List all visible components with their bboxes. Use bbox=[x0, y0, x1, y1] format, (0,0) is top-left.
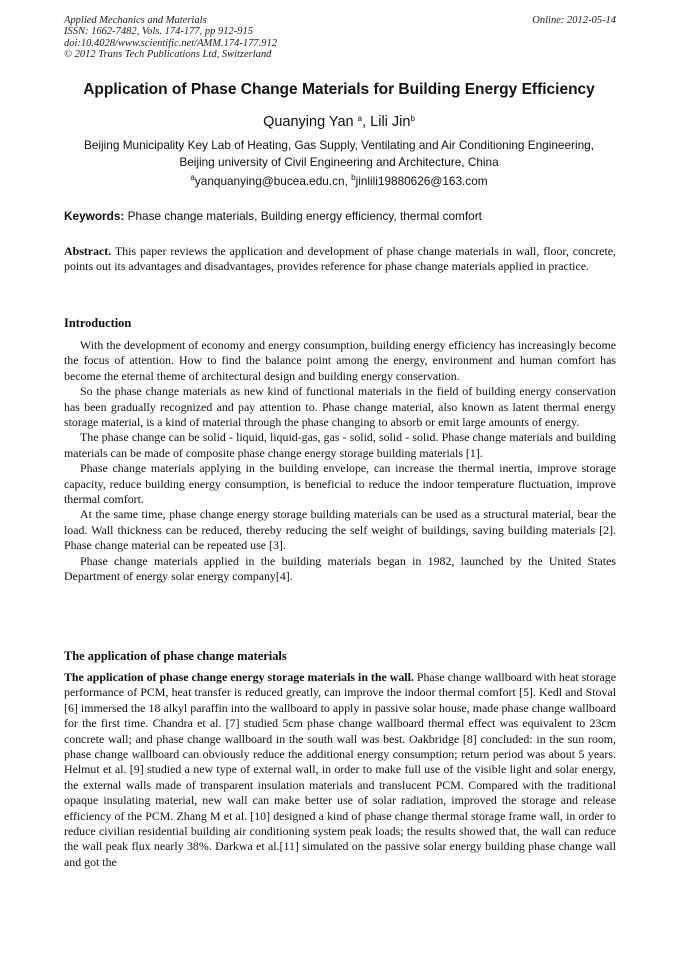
introduction-body bbox=[64, 338, 616, 585]
journal-copyright: © 2012 Trans Tech Publications Ltd, Switzerland bbox=[64, 48, 272, 60]
keywords bbox=[64, 208, 616, 224]
keywords-label: Keywords: bbox=[64, 209, 125, 223]
paragraph bbox=[64, 670, 616, 870]
affiliation-line: Beijing Municipality Key Lab of Heating, Gas Supply, Ventilating and Air Conditioning Engineering, bbox=[84, 138, 594, 152]
journal-issn: ISSN: 1662-7482, Vols. 174-177, pp 912-915 bbox=[64, 26, 253, 38]
paragraph: Phase change materials applied in the building materials began in 1982, launched by the United States Department of energy solar energy company[4]. bbox=[64, 553, 616, 584]
paragraph: So the phase change materials as new kind of functional materials in the field of building energy conservation has been gradually recognized and pay attention to. Phase change material, also known as latent thermal energy storage material, is a kind of material through the phase changing to absorb or emit large amounts of energy. bbox=[64, 384, 616, 430]
application-body bbox=[64, 670, 616, 870]
paragraph: The phase change can be solid - liquid, liquid-gas, gas - solid, solid - solid. Phase change materials and building materials can be made of composite phase change energy storage building materials [1]. bbox=[64, 430, 616, 460]
paragraph: With the development of economy and energy consumption, building energy efficiency has increasingly become the focus of attention. How to find the balance point among the energy, environment and human comfort has become the eternal theme of architectural design and building energy conservation. bbox=[64, 338, 616, 383]
author-superscript: a bbox=[357, 114, 363, 123]
author-separator: , bbox=[362, 114, 371, 130]
author-name: Quanying Yan bbox=[263, 114, 354, 130]
email-address: yanquanying@bucea.edu.cn, bbox=[194, 174, 352, 188]
author-emails bbox=[40, 173, 638, 189]
email-address: jinlili19880626@163.com bbox=[355, 174, 488, 188]
online-date: Online: 2012-05-14 bbox=[532, 15, 616, 26]
email-superscript: a bbox=[190, 173, 195, 182]
paragraph: At the same time, phase change energy storage building materials can be used as a structural material, bear the load. Wall thickness can be reduced, thereby reducing the self weight of buildings, saving building materials [2]. Phase change material can be repeated use [3]. bbox=[64, 507, 616, 553]
abstract-text: This paper reviews the application and development of phase change materials in wall, floor, concrete, points out its advantages and disadvantages, provides reference for phase change materials applied in practice. bbox=[64, 244, 616, 274]
paper-title: Application of Phase Change Materials for Building Energy Efficiency bbox=[83, 81, 595, 98]
email-superscript: b bbox=[351, 173, 356, 182]
affiliation bbox=[50, 137, 628, 170]
keywords-text: Phase change materials, Building energy efficiency, thermal comfort bbox=[124, 209, 482, 223]
abstract-label: Abstract. bbox=[64, 244, 112, 258]
affiliation-line: Beijing university of Civil Engineering and Architecture, China bbox=[179, 154, 499, 169]
paragraph-subheading: The application of phase change energy storage materials in the wall. bbox=[64, 670, 414, 684]
paragraph-text: Phase change wallboard with heat storage performance of PCM, heat transfer is reduced greatly, can improve the indoor thermal comfort [5]. Kedl and Stoval [6] immersed the 18 alkyl paraffin into the wallboard to apply in passive solar house, made phase change wallboard for the first time. Chandra et al. [7] studied 5cm phase change wallboard thermal effect was equivalent to 23cm concrete wall; and phase change wallboard in the south wall was best. Oakbridge [8] concluded: in the sun room, phase change wallboard can obviously reduce the additional energy consumption; return period was about 5 years. Helmut et al. [9] studied a new type of external wall, in order to make full use of the visible light and solar energy, the external walls made of transparent insulation materials and translucent PCM. Compared with the traditional opaque insulating material, new wall can make better use of solar radiation, improved the storage and release efficiency of the PCM. Zhang M et al. [10] designed a kind of phase change thermal storage frame wall, in order to reduce civilian residential building air conditioning system peak loads; the results showed that, the wall can reduce the wall peak flux nearly 38%. Darkwa et al.[11] simulated on the passive solar energy building phase change wall and got the bbox=[64, 670, 617, 869]
abstract bbox=[64, 244, 616, 275]
author-superscript: b bbox=[410, 114, 415, 123]
paragraph: Phase change materials applying in the building envelope, can increase the thermal inertia, improve storage capacity, reduce building energy consumption, is beneficial to reduce the indoor temperature fluctuation, improve thermal comfort. bbox=[64, 461, 616, 507]
journal-header bbox=[64, 15, 616, 60]
author-list bbox=[40, 113, 638, 131]
section-heading-application: The application of phase change materials bbox=[64, 649, 287, 663]
author-name: Lili Jin bbox=[370, 114, 411, 130]
journal-name: Applied Mechanics and Materials bbox=[64, 15, 207, 26]
journal-doi: doi:10.4028/www.scientific.net/AMM.174-177.912 bbox=[64, 37, 277, 49]
section-heading-introduction: Introduction bbox=[64, 316, 132, 330]
